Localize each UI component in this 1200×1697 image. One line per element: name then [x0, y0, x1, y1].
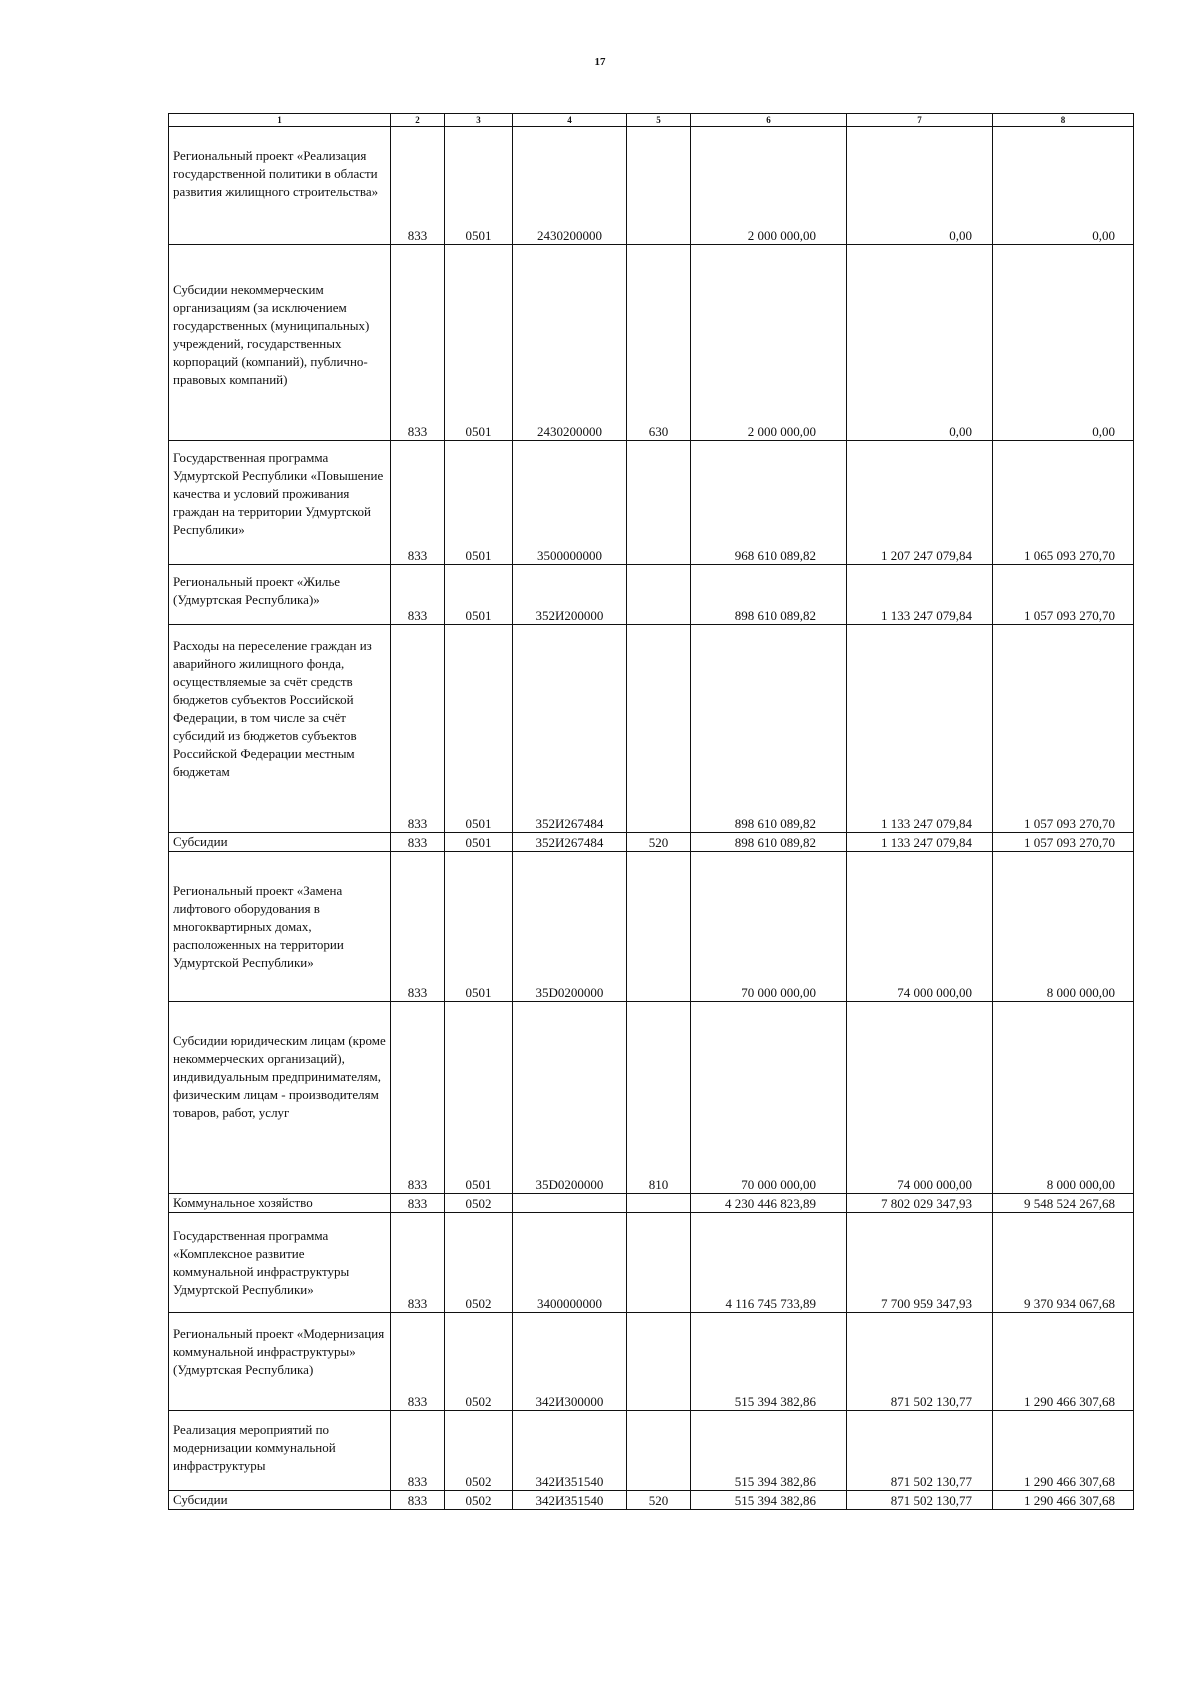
row-name: Субсидии — [169, 1491, 391, 1510]
section-code: 0501 — [445, 1002, 513, 1194]
column-header: 3 — [445, 114, 513, 127]
amount-col-6: 898 610 089,82 — [691, 833, 847, 852]
amount-col-6: 70 000 000,00 — [691, 1002, 847, 1194]
table-row — [169, 1491, 1134, 1510]
amount-col-8: 1 290 466 307,68 — [993, 1411, 1134, 1491]
expense-type — [627, 1194, 691, 1213]
amount-col-8: 1 290 466 307,68 — [993, 1491, 1134, 1510]
amount-col-6: 515 394 382,86 — [691, 1411, 847, 1491]
expense-type — [627, 565, 691, 625]
table-row — [169, 1002, 1134, 1194]
row-name: Государственная программа Удмуртской Республики «Повышение качества и условий проживания граждан на территории Удмуртской Республики» — [169, 441, 391, 565]
section-code: 0501 — [445, 625, 513, 833]
amount-col-7: 871 502 130,77 — [847, 1411, 993, 1491]
target-code: 35D0200000 — [513, 1002, 627, 1194]
target-code — [513, 1194, 627, 1213]
org-code: 833 — [391, 565, 445, 625]
amount-col-8: 9 548 524 267,68 — [993, 1194, 1134, 1213]
expense-type — [627, 852, 691, 1002]
target-code: 35D0200000 — [513, 852, 627, 1002]
amount-col-6: 2 000 000,00 — [691, 245, 847, 441]
amount-col-8: 0,00 — [993, 127, 1134, 245]
row-name: Субсидии некоммерческим организациям (за исключением государственных (муниципальных) учреждений, государственных корпораций (компаний), публично-правовых компаний) — [169, 245, 391, 441]
row-name: Субсидии — [169, 833, 391, 852]
amount-col-7: 0,00 — [847, 127, 993, 245]
amount-col-8: 1 065 093 270,70 — [993, 441, 1134, 565]
table-row — [169, 441, 1134, 565]
table-row — [169, 127, 1134, 245]
section-code: 0501 — [445, 127, 513, 245]
amount-col-8: 1 057 093 270,70 — [993, 625, 1134, 833]
target-code: 3400000000 — [513, 1213, 627, 1313]
row-name: Региональный проект «Реализация государственной политики в области развития жилищного строительства» — [169, 127, 391, 245]
target-code: 352И267484 — [513, 625, 627, 833]
section-code: 0502 — [445, 1194, 513, 1213]
target-code: 342И300000 — [513, 1313, 627, 1411]
row-name: Региональный проект «Замена лифтового оборудования в многоквартирных домах, расположенных на территории Удмуртской Республики» — [169, 852, 391, 1002]
row-name: Реализация мероприятий по модернизации коммунальной инфраструктуры — [169, 1411, 391, 1491]
table-row — [169, 1313, 1134, 1411]
column-header: 8 — [993, 114, 1134, 127]
expense-type — [627, 441, 691, 565]
amount-col-7: 1 133 247 079,84 — [847, 565, 993, 625]
target-code: 2430200000 — [513, 245, 627, 441]
amount-col-8: 0,00 — [993, 245, 1134, 441]
org-code: 833 — [391, 1213, 445, 1313]
org-code: 833 — [391, 441, 445, 565]
amount-col-6: 4 116 745 733,89 — [691, 1213, 847, 1313]
table-row — [169, 1213, 1134, 1313]
table-row — [169, 565, 1134, 625]
org-code: 833 — [391, 127, 445, 245]
table-row — [169, 833, 1134, 852]
amount-col-6: 898 610 089,82 — [691, 565, 847, 625]
expense-type — [627, 625, 691, 833]
column-header: 5 — [627, 114, 691, 127]
table-row — [169, 245, 1134, 441]
row-name: Региональный проект «Модернизация коммунальной инфраструктуры» (Удмуртская Республика) — [169, 1313, 391, 1411]
table-row — [169, 852, 1134, 1002]
column-header: 2 — [391, 114, 445, 127]
amount-col-8: 9 370 934 067,68 — [993, 1213, 1134, 1313]
org-code: 833 — [391, 625, 445, 833]
target-code: 342И351540 — [513, 1411, 627, 1491]
org-code: 833 — [391, 833, 445, 852]
amount-col-7: 1 133 247 079,84 — [847, 625, 993, 833]
amount-col-7: 1 207 247 079,84 — [847, 441, 993, 565]
row-name: Государственная программа «Комплексное развитие коммунальной инфраструктуры Удмуртской Республики» — [169, 1213, 391, 1313]
amount-col-6: 515 394 382,86 — [691, 1313, 847, 1411]
expense-type: 630 — [627, 245, 691, 441]
column-header: 7 — [847, 114, 993, 127]
column-number-row — [169, 114, 1134, 127]
amount-col-8: 8 000 000,00 — [993, 1002, 1134, 1194]
expense-type — [627, 1313, 691, 1411]
amount-col-7: 871 502 130,77 — [847, 1491, 993, 1510]
target-code: 3500000000 — [513, 441, 627, 565]
org-code: 833 — [391, 1194, 445, 1213]
column-header: 1 — [169, 114, 391, 127]
section-code: 0501 — [445, 441, 513, 565]
table-row — [169, 1194, 1134, 1213]
expense-type — [627, 1213, 691, 1313]
section-code: 0501 — [445, 852, 513, 1002]
org-code: 833 — [391, 1411, 445, 1491]
org-code: 833 — [391, 1002, 445, 1194]
amount-col-7: 1 133 247 079,84 — [847, 833, 993, 852]
section-code: 0501 — [445, 833, 513, 852]
row-name: Субсидии юридическим лицам (кроме некоммерческих организаций), индивидуальным предпринимателям, физическим лицам - производителям товаров, работ, услуг — [169, 1002, 391, 1194]
target-code: 352И267484 — [513, 833, 627, 852]
amount-col-6: 968 610 089,82 — [691, 441, 847, 565]
row-name: Расходы на переселение граждан из аварийного жилищного фонда, осуществляемые за счёт средств бюджетов субъектов Российской Федерации, в том числе за счёт субсидий из бюджетов субъектов Российской Федерации местным бюджетам — [169, 625, 391, 833]
org-code: 833 — [391, 1313, 445, 1411]
column-header: 4 — [513, 114, 627, 127]
expense-type — [627, 127, 691, 245]
budget-table — [168, 113, 1134, 1510]
target-code: 2430200000 — [513, 127, 627, 245]
amount-col-7: 871 502 130,77 — [847, 1313, 993, 1411]
column-header: 6 — [691, 114, 847, 127]
target-code: 352И200000 — [513, 565, 627, 625]
table-row — [169, 625, 1134, 833]
section-code: 0502 — [445, 1411, 513, 1491]
org-code: 833 — [391, 1491, 445, 1510]
org-code: 833 — [391, 852, 445, 1002]
amount-col-7: 74 000 000,00 — [847, 852, 993, 1002]
amount-col-6: 4 230 446 823,89 — [691, 1194, 847, 1213]
row-name: Региональный проект «Жилье (Удмуртская Республика)» — [169, 565, 391, 625]
table-row — [169, 1411, 1134, 1491]
expense-type: 520 — [627, 1491, 691, 1510]
section-code: 0502 — [445, 1313, 513, 1411]
amount-col-7: 74 000 000,00 — [847, 1002, 993, 1194]
section-code: 0502 — [445, 1213, 513, 1313]
amount-col-6: 898 610 089,82 — [691, 625, 847, 833]
amount-col-8: 8 000 000,00 — [993, 852, 1134, 1002]
org-code: 833 — [391, 245, 445, 441]
section-code: 0501 — [445, 245, 513, 441]
section-code: 0501 — [445, 565, 513, 625]
page-number: 17 — [594, 56, 606, 68]
amount-col-7: 7 802 029 347,93 — [847, 1194, 993, 1213]
amount-col-8: 1 057 093 270,70 — [993, 565, 1134, 625]
section-code: 0502 — [445, 1491, 513, 1510]
expense-type — [627, 1411, 691, 1491]
row-name: Коммунальное хозяйство — [169, 1194, 391, 1213]
amount-col-6: 2 000 000,00 — [691, 127, 847, 245]
expense-type: 810 — [627, 1002, 691, 1194]
target-code: 342И351540 — [513, 1491, 627, 1510]
amount-col-8: 1 290 466 307,68 — [993, 1313, 1134, 1411]
amount-col-6: 515 394 382,86 — [691, 1491, 847, 1510]
amount-col-7: 0,00 — [847, 245, 993, 441]
expense-type: 520 — [627, 833, 691, 852]
amount-col-6: 70 000 000,00 — [691, 852, 847, 1002]
amount-col-7: 7 700 959 347,93 — [847, 1213, 993, 1313]
amount-col-8: 1 057 093 270,70 — [993, 833, 1134, 852]
